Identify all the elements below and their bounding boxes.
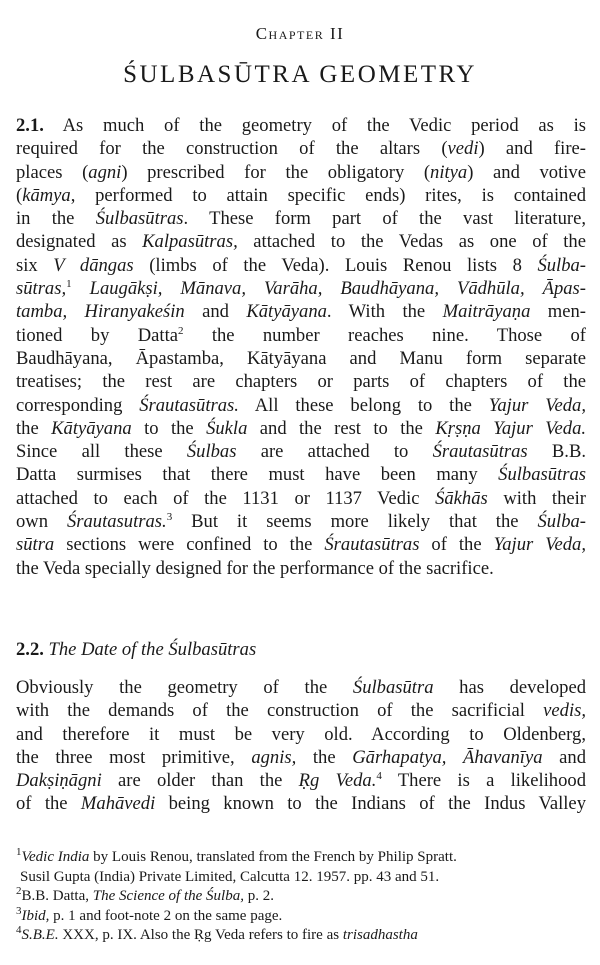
footnote-4: $^4$S.B.E. XXX, p. IX. Also the Ṛg Veda refers to fire as trisadhastha <box>16 924 418 943</box>
section-number: 2.2. <box>16 639 44 660</box>
chapter-title: ŚULBASŪTRA GEOMETRY <box>123 61 477 88</box>
paragraph-line: designated as Kalpasūtras, attached to the Vedas as one of the <box>16 231 586 253</box>
footnote-1: $^1$Vedic India by Louis Renou, translated from the French by Philip Spratt. <box>16 846 457 865</box>
paragraph-line: Since all these Śulbas are attached to Śrautasūtras B.B. <box>16 441 587 463</box>
section-2-1-paragraph <box>16 114 586 580</box>
chapter-label: Chapter II <box>255 24 345 43</box>
paragraph-line: places (agni) prescribed for the obligatory (nitya) and votive <box>16 161 586 183</box>
paragraph-line: attached to each of the 1131 or 1137 Vedic Śākhās with their <box>16 487 586 509</box>
paragraph-line: tamba, Hiranyakeśin and Kātyāyana. With the Maitrāyaṇa men- <box>16 301 586 323</box>
paragraph-line: six V dāngas (limbs of the Veda). Louis Renou lists 8 Śulba- <box>16 254 586 276</box>
paragraph-line: Obviously the geometry of the Śulbasūtra has developed <box>16 677 587 698</box>
section-number: 2.1. <box>16 115 44 136</box>
section-2-2-heading <box>16 638 586 661</box>
paragraph-line: Baudhāyana, Āpastamba, Kātyāyana and Manu form separate <box>16 347 586 369</box>
paragraph-line: treatises; the rest are chapters or parts of chapters of the <box>16 371 586 393</box>
footnote-ref: 3 <box>166 510 173 523</box>
footnote-ref: 2 <box>178 324 184 337</box>
paragraph-line: the Kātyāyana to the Śukla and the rest to the Kṛṣṇa Yajur Veda. <box>16 417 587 439</box>
paragraph-line: 2.1. As much of the geometry of the Vedic period as is <box>16 115 586 136</box>
footnotes <box>16 848 586 946</box>
paragraph-line: tioned by Datta$^2$ the number reaches nine. Those of <box>16 324 586 346</box>
section-heading: The Date of the Śulbasūtras <box>48 639 257 660</box>
paragraph-line: and therefore it must be very old. According to Oldenberg, <box>16 723 586 745</box>
section-2-2-paragraph <box>16 676 586 816</box>
paragraph-line: sūtra sections were confined to the Śrautasūtras of the Yajur Veda, <box>16 534 586 556</box>
footnote-ref: 1 <box>66 277 72 290</box>
paragraph-line: the three most primitive, agnis, the Gārhapatya, Āhavanīya and <box>16 746 586 768</box>
paragraph-line: own Śrautasutras.$^3$ But it seems more likely that the Śulba- <box>16 510 586 533</box>
paragraph-line: required for the construction of the altars (vedi) and fire- <box>16 138 586 160</box>
paragraph-line: corresponding Śrautasūtras. All these belong to the Yajur Veda, <box>16 394 586 416</box>
paragraph-line: with the demands of the construction of the sacrificial vedis, <box>16 700 586 722</box>
paragraph-line: of the Mahāvedi being known to the Indians of the Indus Valley <box>16 793 586 815</box>
footnote-ref: 4 <box>376 770 382 782</box>
paragraph-line: sūtras,$^1$ Laugākṣi, Mānava, Varāha, Baudhāyana, Vādhūla, Āpas- <box>16 277 586 300</box>
footnote-3: $^3$Ibid, p. 1 and foot-note 2 on the same page. <box>16 904 283 924</box>
paragraph-line: (kāmya, performed to attain specific ends) rites, is contained <box>16 184 586 206</box>
footnote-2: $^2$B.B. Datta, The Science of the Śulba, p. 2. <box>16 885 274 904</box>
footnote-1-continued: Susil Gupta (India) Private Limited, Calcutta 12. 1957. pp. 43 and 51. <box>20 868 440 885</box>
paragraph-line: in the Śulbasūtras. These form part of the vast literature, <box>16 208 586 230</box>
paragraph-line: Dakṣiṇāgni are older than the Ṛg Veda.$^4$ There is a likelihood <box>16 770 586 792</box>
paragraph-line: Datta surmises that there must have been many Śulbasūtras <box>16 464 586 486</box>
paragraph-line: the Veda specially designed for the performance of the sacrifice. <box>16 557 494 579</box>
